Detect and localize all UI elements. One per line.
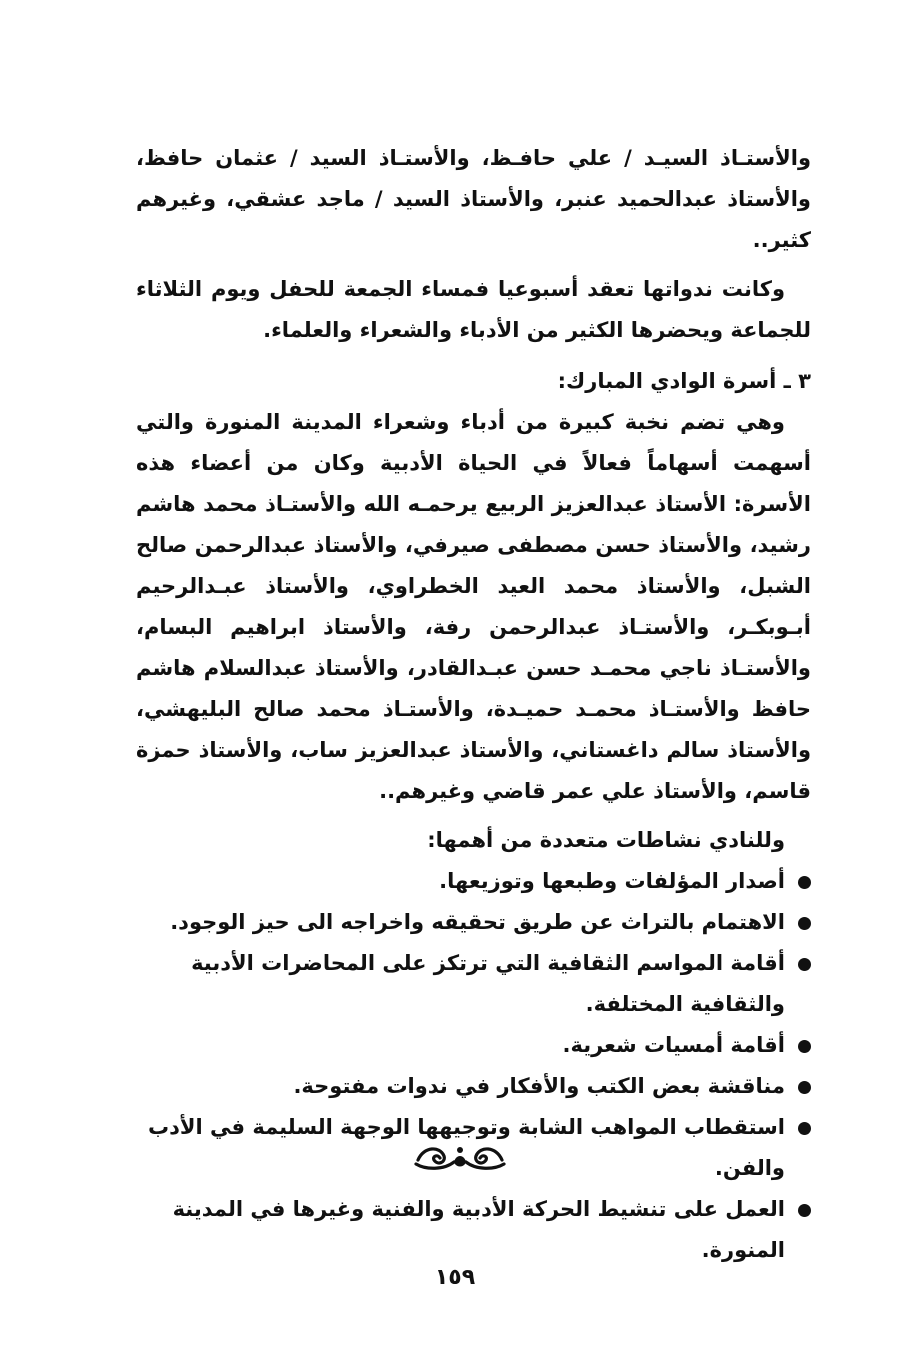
list-item — [136, 861, 811, 902]
bullet-icon — [798, 1081, 811, 1094]
bullet-icon — [798, 1122, 811, 1135]
intro-paragraph-1: والأستـاذ السيـد / علي حافـظ، والأستـاذ السيد / عثمان حافظ، والأستاذ عبدالحميد عنبر، والأستاذ السيد / ماجد عشقي، وغيرهم كثير.. — [136, 146, 811, 252]
page-number: ١٥٩ — [434, 1265, 476, 1290]
section-heading: ٣ ـ أسرة الوادي المبارك: — [557, 369, 811, 393]
activities-list — [136, 861, 811, 1271]
list-item — [136, 1025, 811, 1066]
bullet-icon — [798, 876, 811, 889]
body-text — [136, 138, 811, 1271]
list-item — [136, 943, 811, 1025]
decorative-flourish-icon — [410, 1140, 510, 1174]
list-item-text: استقطاب المواهب الشابة وتوجيهها الوجهة السليمة في الأدب والفن. — [148, 1115, 785, 1180]
list-item — [136, 1189, 811, 1271]
list-item-text: أقامة أمسيات شعرية. — [562, 1033, 785, 1057]
list-item — [136, 1066, 811, 1107]
list-item — [136, 902, 811, 943]
section-paragraph: وهي تضم نخبة كبيرة من أدباء وشعراء المدينة المنورة والتي أسهمت أسهاماً فعالاً في الحياة الأدبية وكان من أعضاء هذه الأسرة: الأستاذ عبدالعزيز الربيع يرحمـه الله والأستـاذ محمد هاشم رشيد، والأستاذ حسن مصطفى صيرفي، والأستاذ عبدالرحمن صالح الشبل، والأستاذ محمد العيد الخطراوي، والأستاذ عبـدالرحيم أبـوبكـر، والأستـاذ عبدالرحمن رفة، والأستاذ ابراهيم البسام، والأستـاذ ناجي محمـد حسن عبـدالقادر، والأستاذ عبدالسلام هاشم حافظ والأستـاذ محمـد حميـدة، والأستـاذ محمد صالح البليهشي، والأستاذ سالم داغستاني، والأستاذ عبدالعزيز ساب، والأستاذ حمزة قاسم، والأستاذ علي عمر قاضي وغيرهم.. — [136, 410, 811, 803]
bullet-icon — [798, 1040, 811, 1053]
bullet-icon — [798, 1204, 811, 1217]
intro-paragraph-2: وكانت ندواتها تعقد أسبوعيا فمساء الجمعة للحفل ويوم الثلاثاء للجماعة ويحضرها الكثير من الأدباء والشعراء والعلماء. — [136, 277, 811, 342]
list-item-text: مناقشة بعض الكتب والأفكار في ندوات مفتوحة. — [293, 1074, 785, 1098]
activities-intro: وللنادي نشاطات متعددة من أهمها: — [427, 828, 785, 852]
list-item-text: أقامة المواسم الثقافية التي ترتكز على المحاضرات الأدبية والثقافية المختلفة. — [191, 951, 785, 1016]
bullet-icon — [798, 958, 811, 971]
list-item-text: العمل على تنشيط الحركة الأدبية والفنية وغيرها في المدينة المنورة. — [172, 1197, 785, 1262]
list-item-text: الاهتمام بالتراث عن طريق تحقيقه واخراجه الى حيز الوجود. — [170, 910, 785, 934]
list-item-text: أصدار المؤلفات وطبعها وتوزيعها. — [439, 869, 785, 893]
bullet-icon — [798, 917, 811, 930]
